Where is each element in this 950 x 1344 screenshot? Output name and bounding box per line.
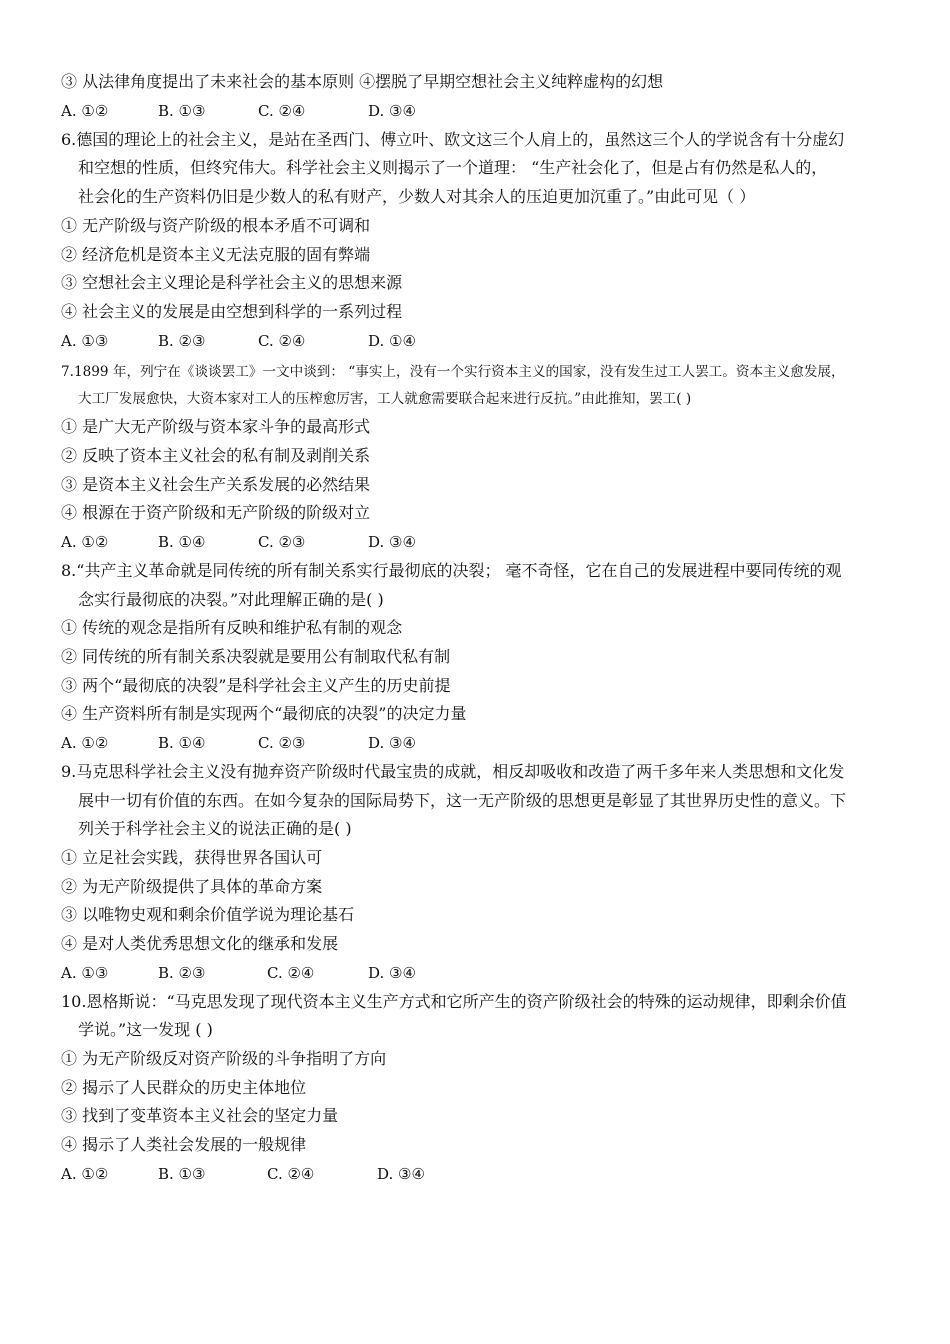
- q9-statement-1: ① 立足社会实践，获得世界各国认可: [61, 848, 323, 867]
- q7-statement-1: ① 是广大无产阶级与资本家斗争的最高形式: [61, 417, 371, 436]
- option-a: A. ①②: [61, 102, 109, 120]
- q8-statement-4: ④ 生产资料所有制是实现两个“最彻底的决裂”的决定力量: [61, 704, 467, 723]
- q8-statement-3: ③ 两个“最彻底的决裂”是科学社会主义产生的历史前提: [61, 676, 451, 695]
- q7-statement-3: ③ 是资本主义社会生产关系发展的必然结果: [61, 475, 371, 494]
- prev-options: [61, 101, 461, 121]
- option-a: A. ①②: [61, 734, 109, 752]
- option-b: B. ①③: [158, 102, 206, 120]
- option-c: C. ②④: [258, 102, 306, 120]
- option-d: D. ③④: [368, 734, 416, 752]
- option-d: D. ③④: [368, 533, 416, 551]
- q6-options: [61, 331, 461, 351]
- option-a: A. ①③: [61, 964, 109, 982]
- option-c: C. ②③: [258, 533, 306, 551]
- q10-statement-2: ② 揭示了人民群众的历史主体地位: [61, 1078, 307, 1097]
- q10-stem-line-1: 10.恩格斯说：“马克思发现了现代资本主义生产方式和它所产生的资产阶级社会的特殊的运动规律，即剩余价值: [61, 992, 847, 1011]
- q10-statement-3: ③ 找到了变革资本主义社会的坚定力量: [61, 1106, 339, 1125]
- option-d: D. ③④: [368, 102, 416, 120]
- option-c: C. ②④: [258, 332, 306, 350]
- q8-stem-line-1: 8.“共产主义革命就是同传统的所有制关系实行最彻底的决裂； 毫不奇怪，它在自己的发展进程中要同传统的观: [61, 561, 842, 580]
- q6-stem-line-3: 社会化的生产资料仍旧是少数人的私有财产，少数人对其余人的压迫更加沉重了。”由此可见（ ）: [78, 187, 756, 206]
- option-d: D. ③④: [368, 964, 416, 982]
- q9-statement-3: ③ 以唯物史观和剩余价值学说为理论基石: [61, 905, 355, 924]
- option-b: B. ②③: [158, 332, 206, 350]
- option-b: B. ②③: [158, 964, 206, 982]
- option-c: C. ②③: [258, 734, 306, 752]
- option-c: C. ②④: [267, 964, 315, 982]
- option-c: C. ②④: [267, 1165, 315, 1183]
- q6-statement-2: ② 经济危机是资本主义无法克服的固有弊端: [61, 245, 371, 264]
- q10-stem-line-2: 学说。”这一发现 ( ): [78, 1020, 213, 1039]
- q9-stem-line-2: 展中一切有价值的东西。在如今复杂的国际局势下，这一无产阶级的思想更是彰显了其世界历史性的意义。下: [78, 791, 847, 810]
- q8-statement-2: ② 同传统的所有制关系决裂就是要用公有制取代私有制: [61, 647, 451, 666]
- option-d: D. ③④: [377, 1165, 425, 1183]
- q10-options: [61, 1164, 481, 1184]
- option-a: A. ①②: [61, 533, 109, 551]
- q7-stem-line-1: 7.1899 年，列宁在《谈谈罢工》一文中谈到： “事实上，没有一个实行资本主义的国家，没有发生过工人罢工。资本主义愈发展，: [61, 364, 845, 380]
- q6-stem-line-1: 6.德国的理论上的社会主义，是站在圣西门、傅立叶、欧文这三个人肩上的，虽然这三个人的学说含有十分虚幻: [61, 130, 845, 149]
- q9-stem-line-1: 9.马克思科学社会主义没有抛弃资产阶级时代最宝贵的成就，相反却吸收和改造了两千多年来人类思想和文化发: [61, 762, 845, 781]
- q10-statement-1: ① 为无产阶级反对资产阶级的斗争指明了方向: [61, 1049, 387, 1068]
- option-a: A. ①③: [61, 332, 109, 350]
- q6-statement-4: ④ 社会主义的发展是由空想到科学的一系列过程: [61, 302, 403, 321]
- q7-statement-4: ④ 根源在于资产阶级和无产阶级的阶级对立: [61, 503, 371, 522]
- option-d: D. ①④: [368, 332, 416, 350]
- q8-statement-1: ① 传统的观念是指所有反映和维护私有制的观念: [61, 618, 403, 637]
- q7-stem-line-2: 大工厂发展愈快，大资本家对工人的压榨愈厉害，工人就愈需要联合起来进行反抗。”由此推知，罢工( ): [78, 391, 692, 407]
- q9-statement-4: ④ 是对人类优秀思想文化的继承和发展: [61, 934, 339, 953]
- q10-statement-4: ④ 揭示了人类社会发展的一般规律: [61, 1135, 307, 1154]
- q7-statement-2: ② 反映了资本主义社会的私有制及剥削关系: [61, 446, 371, 465]
- q9-statement-2: ② 为无产阶级提供了具体的革命方案: [61, 877, 323, 896]
- q6-statement-1: ① 无产阶级与资产阶级的根本矛盾不可调和: [61, 216, 371, 235]
- q6-statement-3: ③ 空想社会主义理论是科学社会主义的思想来源: [61, 273, 403, 292]
- q9-stem-line-3: 列关于科学社会主义的说法正确的是( ): [78, 819, 352, 838]
- option-b: B. ①④: [158, 533, 206, 551]
- q7-options: [61, 532, 461, 552]
- q9-options: [61, 963, 461, 983]
- q8-stem-line-2: 念实行最彻底的决裂。”对此理解正确的是( ): [78, 590, 384, 609]
- q8-options: [61, 733, 461, 753]
- option-b: B. ①③: [158, 1165, 206, 1183]
- option-b: B. ①④: [158, 734, 206, 752]
- prev-statement-line: ③ 从法律角度提出了未来社会的基本原则 ④摆脱了早期空想社会主义纯粹虚构的幻想: [61, 72, 664, 91]
- option-a: A. ①②: [61, 1165, 109, 1183]
- q6-stem-line-2: 和空想的性质，但终究伟大。科学社会主义则揭示了一个道理： “生产社会化了，但是占有仍然是私人的，: [78, 158, 828, 177]
